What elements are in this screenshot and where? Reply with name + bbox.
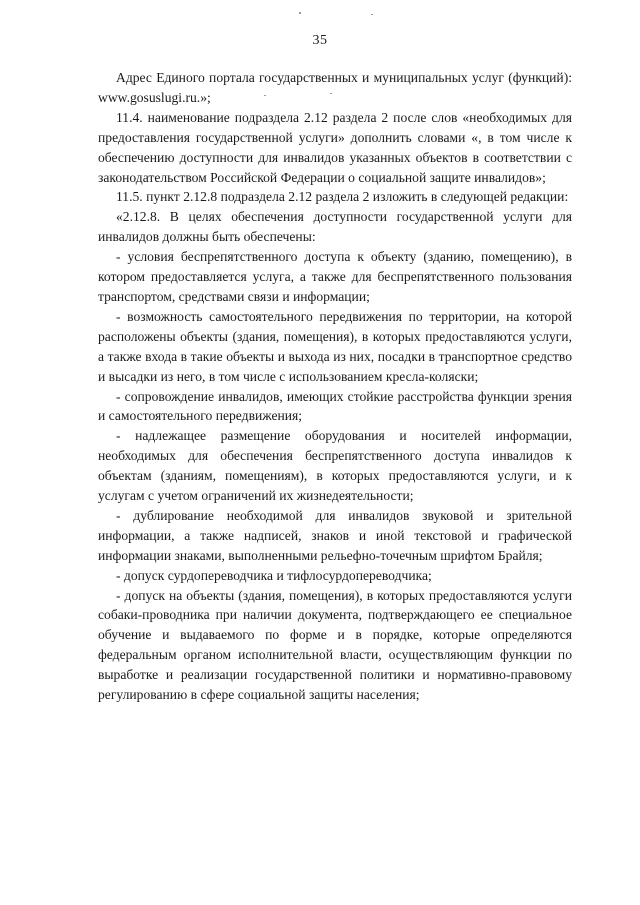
paragraph-2-12-8: «2.12.8. В целях обеспечения доступности государственной услуги для инвалидов должны быть обеспечены: xyxy=(98,209,572,245)
list-item-movement: - возможность самостоятельного передвижения по территории, на которой расположены объекты (здания, помещения), в которых предоставляются услуги, а также входа в такие объекты и выхода из них, посадки в транспортное средство и высадки из него, в том числе с использованием кресла-коляски; xyxy=(98,308,572,384)
paragraph-11-5: 11.5. пункт 2.12.8 подраздела 2.12 раздела 2 изложить в следующей редакции: xyxy=(116,189,569,205)
paragraph-11-4: 11.4. наименование подраздела 2.12 раздела 2 после слов «необходимых для предоставления государственной услуги» дополнить словами «, в том числе к обеспечению доступности для инвалидов указанных объектов в соответствии с законодательством Российской Федерации о социальной защите инвалидов»; xyxy=(98,109,572,185)
list-item-guide-dog-access: - допуск на объекты (здания, помещения), в которых предоставляются услуги собаки-проводника при наличии документа, подтверждающего ее специальное обучение и выдаваемого по форме и в порядке, которые определяются федеральным органом исполнительной власти, осуществляющим функции по выработке и реализации государственной политики и нормативно-правовому регулированию в сфере социальной защиты населения; xyxy=(98,587,572,703)
scan-speck xyxy=(371,14,373,15)
document-body xyxy=(98,68,572,705)
scan-speck xyxy=(299,12,301,14)
page-number: 35 xyxy=(312,33,328,48)
list-item-equipment-placement: - надлежащее размещение оборудования и носителей информации, необходимых для обеспечения беспрепятственного доступа инвалидов к объектам (зданиям, помещениям), в которых предоставляются услуги, и к услугам с учетом ограничений их жизнедеятельности; xyxy=(98,428,572,504)
list-item-braille-duplication: - дублирование необходимой для инвалидов звуковой и зрительной информации, а также надписей, знаков и иной текстовой и графической информации знаками, выполненными рельефно-точечным шрифтом Брайля; xyxy=(98,507,572,563)
paragraph-portal-address: Адрес Единого портала государственных и муниципальных услуг (функций): www.gosuslugi.ru.»; xyxy=(98,70,572,105)
list-item-access-conditions: - условия беспрепятственного доступа к объекту (зданию, помещению), в котором предоставляется услуга, а также для беспрепятственного пользования транспортом, средствами связи и информации; xyxy=(98,249,572,304)
list-item-escort: - сопровождение инвалидов, имеющих стойкие расстройства функции зрения и самостоятельного передвижения; xyxy=(98,388,572,424)
list-item-interpreter-access: - допуск сурдопереводчика и тифлосурдопереводчика; xyxy=(116,567,432,583)
